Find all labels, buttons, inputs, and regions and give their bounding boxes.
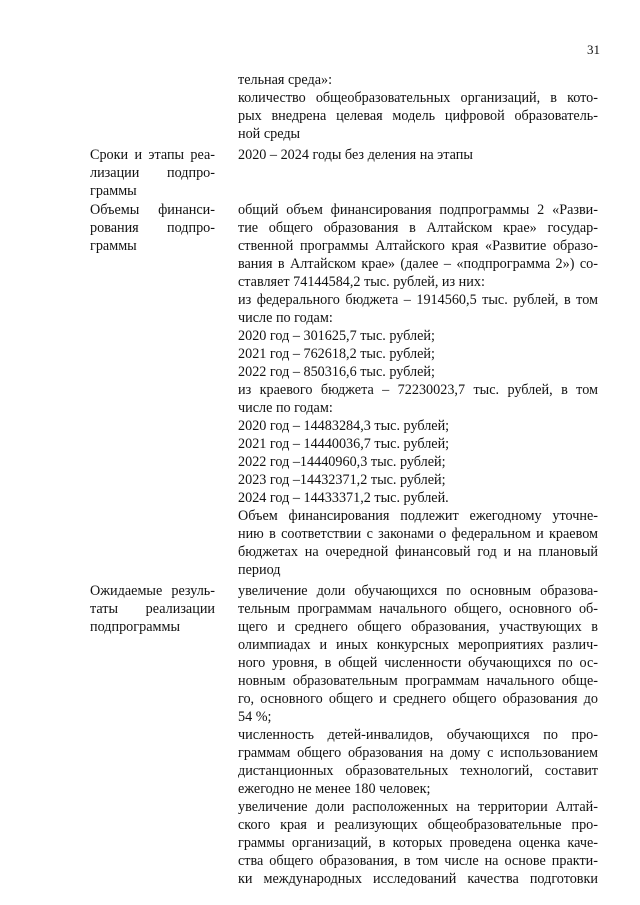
financing-value-line: Объем финансирования подлежит ежегодному уточне-: [238, 508, 598, 524]
results-value-line: ки международных исследований качества подготовки: [238, 871, 598, 887]
results-value-line: граммы организаций, в которых проведена оценка каче-: [238, 835, 598, 851]
financing-value-line: тие общего образования в Алтайском крае» государ-: [238, 220, 598, 236]
results-value-line: увеличение доли расположенных на территории Алтай-: [238, 799, 598, 815]
results-label-line: подпрограммы: [90, 619, 180, 635]
terms-label-line: граммы: [90, 183, 137, 199]
terms-value-line: 2020 – 2024 годы без деления на этапы: [238, 147, 473, 163]
results-value-line: ежегодно не менее 180 человек;: [238, 781, 431, 797]
financing-value-line: 2020 год – 301625,7 тыс. рублей;: [238, 328, 435, 344]
financing-value-line: 2021 год – 14440036,7 тыс. рублей;: [238, 436, 450, 452]
results-value-line: увеличение доли обучающихся по основным образова-: [238, 583, 598, 599]
results-value-line: новным образовательным программам начального обще-: [238, 673, 598, 689]
results-value-line: тельным программам начального общего, основного об-: [238, 601, 598, 617]
financing-value-line: числе по годам:: [238, 400, 333, 416]
financing-value-line: период: [238, 562, 281, 578]
financing-value-line: ставляет 74144584,2 тыс. рублей, из них:: [238, 274, 485, 290]
financing-value-line: ственной программы Алтайского края «Развитие образо-: [238, 238, 598, 254]
financing-label-line: рования подпро-: [90, 220, 215, 236]
results-value-line: граммам общего образования на дому с использованием: [238, 745, 598, 761]
intro-line: ной среды: [238, 126, 301, 142]
results-value-line: численность детей-инвалидов, обучающихся по про-: [238, 727, 598, 743]
results-value-line: 54 %;: [238, 709, 272, 725]
results-value-line: ного уровня, в общей численности обучающихся по ос-: [238, 655, 598, 671]
financing-value-line: из федерального бюджета – 1914560,5 тыс. рублей, в том: [238, 292, 598, 308]
intro-line: количество общеобразовательных организаций, в кото-: [238, 90, 598, 106]
results-value-line: ства общего образования, в том числе на основе практи-: [238, 853, 598, 869]
financing-value-line: вания в Алтайском крае» (далее – «подпрограмма 2») со-: [238, 256, 598, 272]
terms-label-line: лизации подпро-: [90, 165, 215, 181]
financing-label-line: граммы: [90, 238, 137, 254]
financing-value-line: 2024 год – 14433371,2 тыс. рублей.: [238, 490, 449, 506]
financing-value-line: из краевого бюджета – 72230023,7 тыс. рублей, в том: [238, 382, 598, 398]
financing-value-line: 2022 год –14440960,3 тыс. рублей;: [238, 454, 446, 470]
financing-value-line: нию в соответствии с законами о федеральном и краевом: [238, 526, 598, 542]
results-value-line: дистанционных образовательных технологий, составит: [238, 763, 598, 779]
financing-label-line: Объемы финанси-: [90, 202, 215, 218]
results-value-line: щего и среднего общего образования, участвующих в: [238, 619, 598, 635]
financing-value-line: 2020 год – 14483284,3 тыс. рублей;: [238, 418, 450, 434]
terms-label-line: Сроки и этапы реа-: [90, 147, 215, 163]
financing-value-line: бюджетах на очередной финансовый год и на плановый: [238, 544, 598, 560]
financing-value-line: числе по годам:: [238, 310, 333, 326]
results-label-line: таты реализации: [90, 601, 215, 617]
financing-value-line: общий объем финансирования подпрограммы 2 «Разви-: [238, 202, 598, 218]
financing-value-line: 2023 год –14432371,2 тыс. рублей;: [238, 472, 446, 488]
results-value-line: го, основного общего и среднего общего образования до: [238, 691, 598, 707]
intro-line: рых внедрена целевая модель цифровой образователь-: [238, 108, 598, 124]
page-number: 31: [587, 42, 600, 57]
results-value-line: ского края и реализующих общеобразовательные про-: [238, 817, 598, 833]
financing-value-line: 2021 год – 762618,2 тыс. рублей;: [238, 346, 435, 362]
financing-value-line: 2022 год – 850316,6 тыс. рублей;: [238, 364, 435, 380]
intro-line: тельная среда»:: [238, 72, 333, 88]
results-value-line: олимпиадах и иных конкурсных мероприятиях различ-: [238, 637, 598, 653]
results-label-line: Ожидаемые резуль-: [90, 583, 215, 599]
